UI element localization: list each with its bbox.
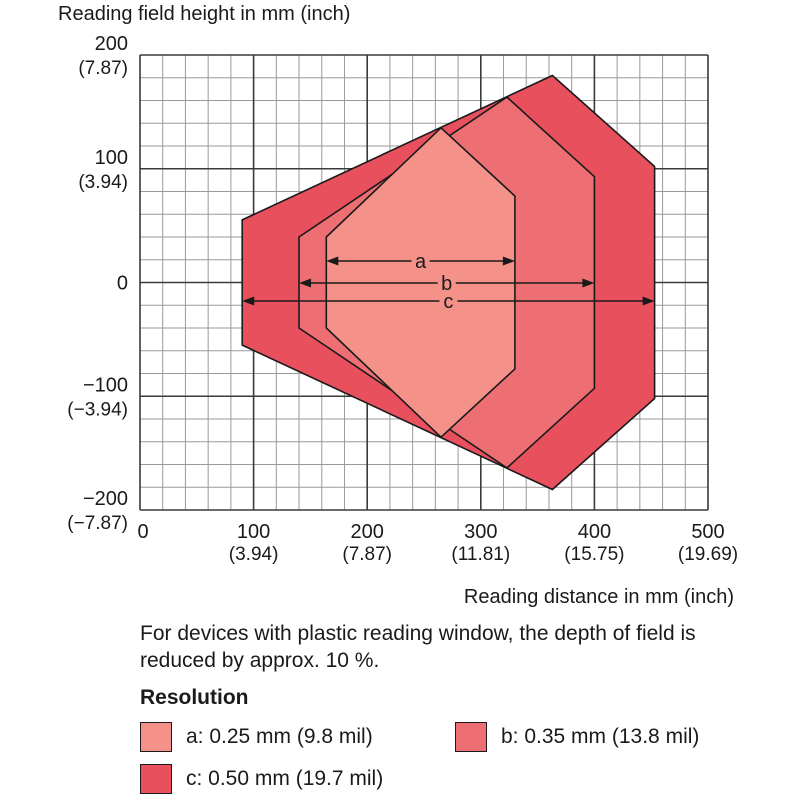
range-label-b: b <box>441 273 453 295</box>
legend-item-c <box>140 764 383 794</box>
x-axis-label: Reading distance in mm (inch) <box>463 586 734 608</box>
legend-label-a: a: 0.25 mm (9.8 mil) <box>186 725 373 748</box>
legend-swatch-b <box>455 722 487 752</box>
range-label-c: c <box>443 291 454 313</box>
legend-item-b <box>455 722 699 752</box>
legend-title: Resolution <box>140 686 249 709</box>
range-label-a: a <box>415 251 427 273</box>
legend-label-c: c: 0.50 mm (19.7 mil) <box>186 767 384 790</box>
y-tick-label: −100 <box>82 374 128 397</box>
legend-swatch-a <box>140 722 172 752</box>
x-tick-label: 100 <box>236 521 271 543</box>
x-tick-sublabel: (15.75) <box>564 544 625 565</box>
y-tick-sublabel: (−7.87) <box>67 513 128 534</box>
x-tick-sublabel: (11.81) <box>451 544 511 565</box>
x-tick-label: 500 <box>691 521 725 543</box>
x-tick-sublabel: (7.87) <box>342 544 393 565</box>
y-tick-label: 0 <box>116 272 128 295</box>
y-tick-sublabel: (−3.94) <box>67 399 128 421</box>
x-tick-label: 400 <box>577 521 612 543</box>
legend-swatch-c <box>140 764 172 794</box>
legend-label-b: b: 0.35 mm (13.8 mil) <box>501 725 700 748</box>
y-tick-sublabel: (7.87) <box>78 58 128 79</box>
depth-of-field-note: For devices with plastic reading window, the depth of field is reduced by approx. 10 %. <box>140 622 696 672</box>
y-tick-sublabel: (3.94) <box>78 171 128 193</box>
x-tick-label: 300 <box>464 521 498 543</box>
legend-item-a <box>140 722 373 752</box>
x-tick-sublabel: (19.69) <box>677 544 739 565</box>
x-tick-sublabel: (3.94) <box>228 544 279 565</box>
y-tick-label: −200 <box>82 488 128 510</box>
x-tick-label: 200 <box>350 521 384 543</box>
y-tick-label: 200 <box>94 33 128 55</box>
y-axis-label: Reading field height in mm (inch) <box>58 3 351 25</box>
x-tick-label: 0 <box>137 521 149 543</box>
y-tick-label: 100 <box>94 146 128 169</box>
